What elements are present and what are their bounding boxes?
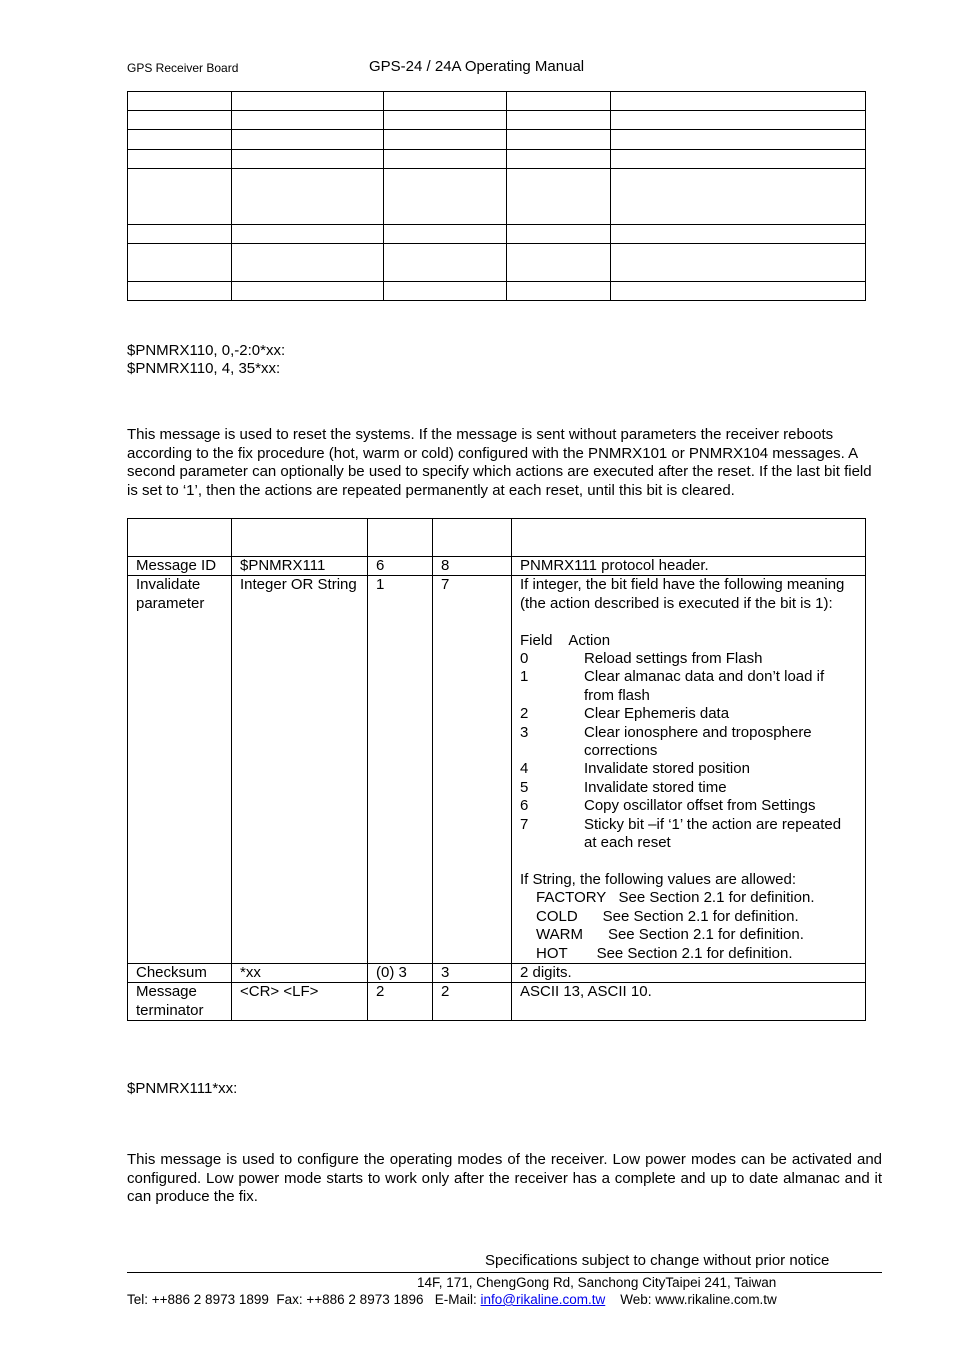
cell-msgid-desc: PNMRX111 protocol header.: [512, 557, 866, 576]
bitfield-row: 5 Invalidate stored time: [520, 778, 727, 796]
header-manual-title: GPS-24 / 24A Operating Manual: [369, 58, 585, 75]
cell-terminator-name: Message terminator: [128, 983, 232, 1021]
cell-terminator-example: <CR> <LF>: [232, 983, 368, 1021]
string-value-row: COLD See Section 2.1 for definition.: [536, 907, 799, 925]
example-110-line-2: $PNMRX110, 4, 35*xx:: [127, 360, 281, 377]
empty-table-110: [127, 91, 866, 301]
table-row: [128, 92, 866, 111]
bitfield-header: Field Action: [520, 631, 611, 649]
cell-invalidate-type: Integer OR String: [232, 576, 368, 964]
bitfield-row: 0 Reload settings from Flash: [520, 650, 763, 668]
table-row: [128, 130, 866, 150]
cell-invalidate-desc: [512, 576, 866, 964]
table-row: [128, 963, 866, 982]
table-row: [128, 282, 866, 301]
cell-invalidate-size: 7: [433, 576, 512, 964]
bitfield-row: 3 Clear ionosphere and troposphere corrections: [520, 723, 812, 760]
table-row: [128, 557, 866, 576]
bitfield-row: 2 Clear Ephemeris data: [520, 705, 730, 723]
table-row: [128, 225, 866, 244]
table-row: [128, 983, 866, 1021]
cell-checksum-field: (0) 3: [368, 963, 433, 982]
header-left-title: GPS Receiver Board: [127, 61, 239, 75]
table-row: [128, 244, 866, 282]
footer-contact: [127, 1292, 777, 1307]
cell-invalidate-field: 1: [368, 576, 433, 964]
footer-notice: Specifications subject to change without prior notice: [485, 1252, 830, 1269]
email-link[interactable]: info@rikaline.com.tw: [480, 1292, 606, 1307]
bitfield-row: 1 Clear almanac data and don’t load if from flash: [520, 668, 825, 704]
string-value-row: HOT See Section 2.1 for definition.: [536, 944, 793, 962]
bitfield-row: 6 Copy oscillator offset from Settings: [520, 797, 816, 815]
table-row: [128, 169, 866, 225]
cell-checksum-example: *xx: [232, 963, 368, 982]
bitfield-row: 4 Invalidate stored position: [520, 760, 750, 778]
table-row: [128, 111, 866, 130]
string-value-row: WARM See Section 2.1 for definition.: [536, 926, 804, 944]
bitfield-intro: If integer, the bit field have the following meaning (the action described is executed if the bit is 1):: [520, 576, 845, 612]
cell-checksum-name: Checksum: [128, 963, 232, 982]
cell-checksum-desc: 2 digits.: [512, 963, 866, 982]
pnmrx111-table: [127, 518, 866, 1021]
table-row: [128, 150, 866, 169]
example-111: $PNMRX111*xx:: [127, 1080, 238, 1097]
cell-terminator-field: 2: [368, 983, 433, 1021]
description-112: This message is used to configure the operating modes of the receiver. Low power modes can be activated and configured. Low power mode starts to work only after the receiver has a complete and up to date almanac and it can produce the fix.: [127, 1151, 882, 1205]
footer-phone-fax: Tel: ++886 2 8973 1899 Fax: ++886 2 8973 1896 E-Mail:: [127, 1292, 481, 1307]
cell-invalidate-name: Invalidate parameter: [128, 576, 232, 964]
cell-terminator-size: 2: [433, 983, 512, 1021]
cell-msgid-name: Message ID: [128, 557, 232, 576]
footer-web: Web: www.rikaline.com.tw: [605, 1292, 777, 1307]
cell-msgid-example: $PNMRX111: [232, 557, 368, 576]
cell-msgid-size: 8: [433, 557, 512, 576]
footer-divider: [127, 1272, 882, 1273]
example-110-line-1: $PNMRX110, 0,-2:0*xx:: [127, 342, 286, 359]
bitfield-row: 7 Sticky bit –if ‘1’ the action are repeated at each reset: [520, 815, 842, 852]
table-header-row: [128, 519, 866, 557]
cell-msgid-field: 6: [368, 557, 433, 576]
string-values-intro: If String, the following values are allowed:: [520, 870, 796, 888]
string-value-row: FACTORY See Section 2.1 for definition.: [536, 889, 815, 907]
cell-terminator-desc: ASCII 13, ASCII 10.: [512, 983, 866, 1021]
footer-address: 14F, 171, ChengGong Rd, Sanchong CityTaipei 241, Taiwan: [417, 1275, 777, 1290]
cell-checksum-size: 3: [433, 963, 512, 982]
description-111: This message is used to reset the systems. If the message is sent without parameters the receiver reboots according to the fix procedure (hot, warm or cold) configured with the PNMRX101 or PNMRX104 messages. A second parameter can optionally be used to specify which actions are executed after the reset. If the last bit field is set to ‘1’, then the actions are repeated permanently at each reset, until this bit is cleared.: [127, 426, 872, 499]
table-row: [128, 576, 866, 964]
